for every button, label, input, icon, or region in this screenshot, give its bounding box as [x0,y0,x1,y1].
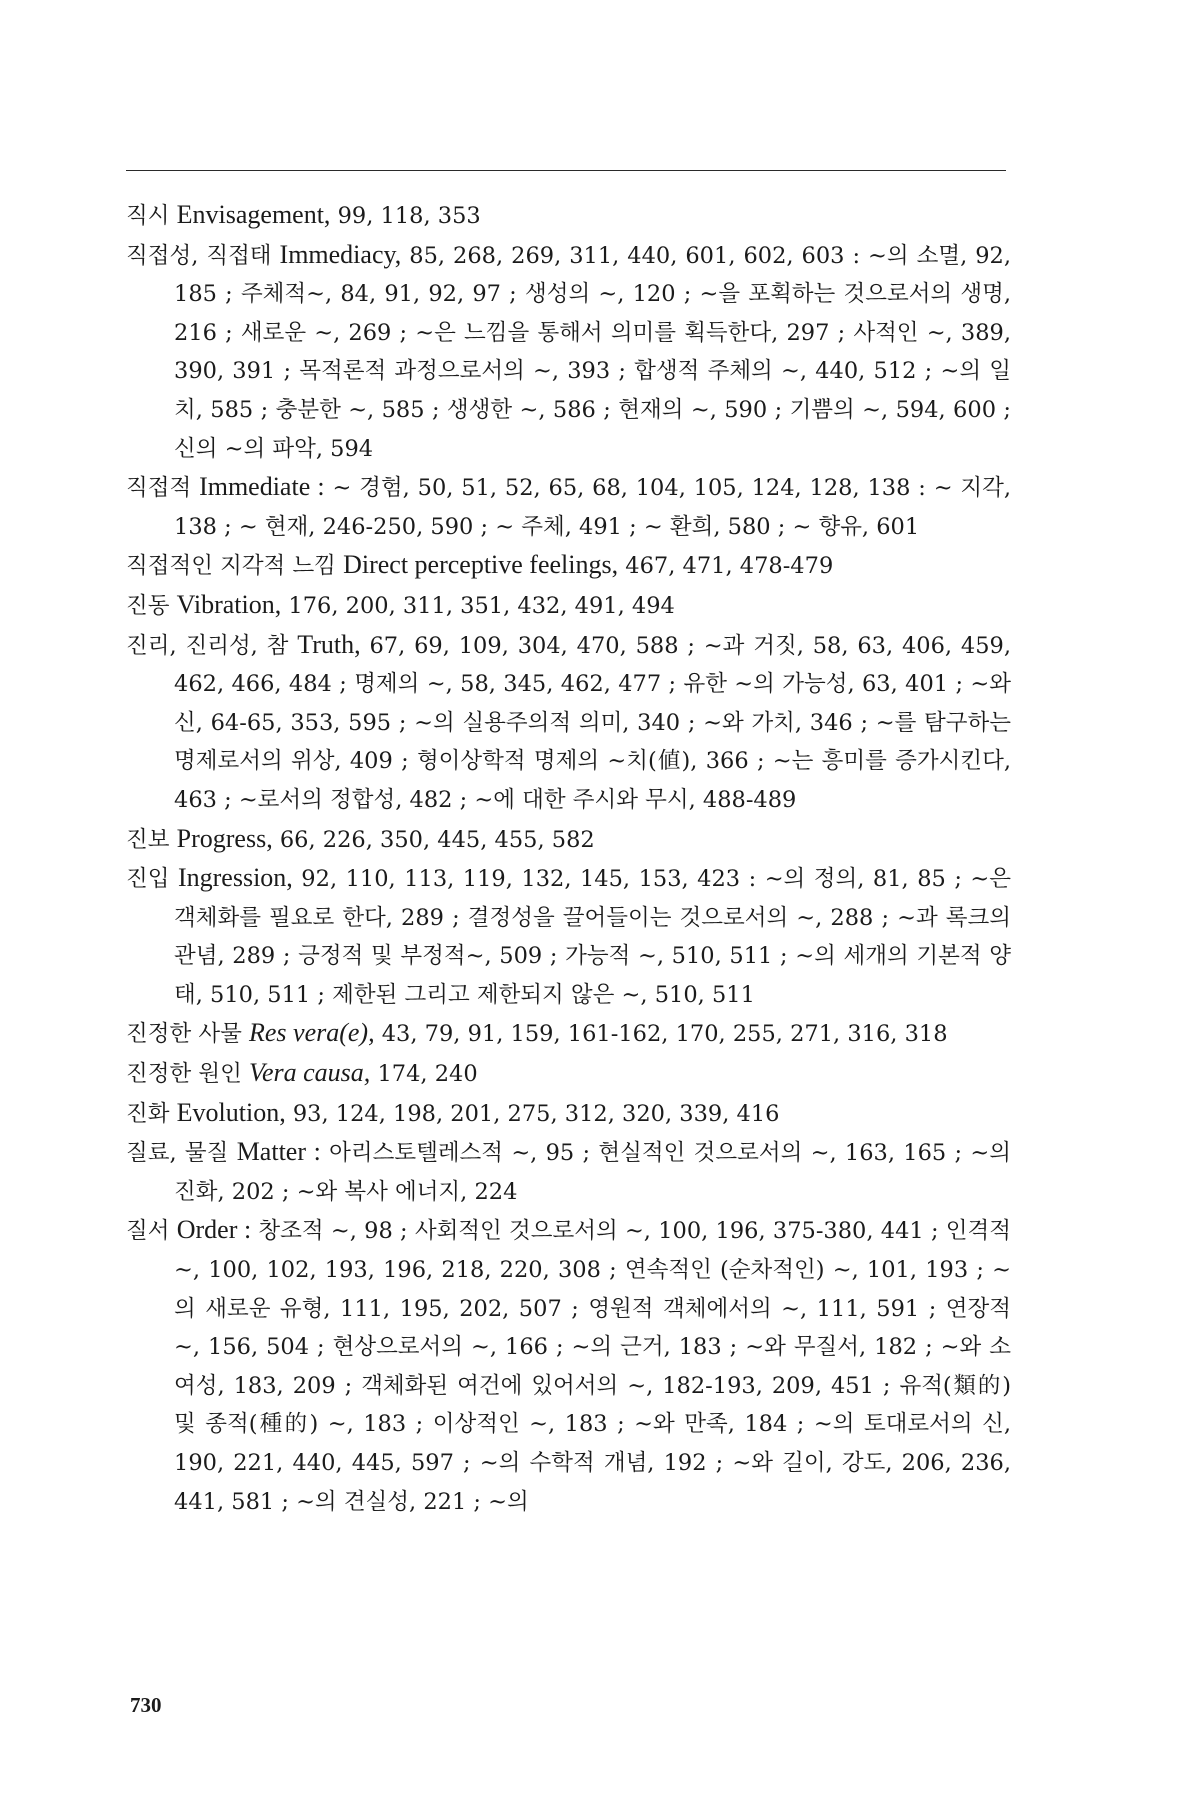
index-entry [126,859,1011,1014]
korean-term: 진보 [126,826,170,853]
entry-references: 창조적 ~, 98 ; 사회적인 것으로서의 ~, 100, 196, 375-380, 441 ; 인격적 ~, 100, 102, 193, 196, 218, 220, 308 ; 연속적인 (순차적인) ~, 101, 193 ; ~의 새로운 유형, 111, 195, 202, 507 ; 영원적 객체에서의 ~, 111, 591 ; 연장적 ~, 156, 504 ; 현상으로서의 ~, 166 ; ~의 근거, 183 ; ~와 무질서, 182 ; ~와 소여성, 183, 209 ; 객체화된 여건에 있어서의 ~, 182-193, 209, 451 ; 유적(類的) 및 종적(種的) ~, 183 ; 이상적인 ~, 183 ; ~와 만족, 184 ; ~의 토대로서의 신, 190, 221, 440, 445, 597 ; ~의 수학적 개념, 192 ; ~와 길이, 강도, 206, 236, 441, 581 ; ~의 견실성, 221 ; ~의 [174,1218,1011,1515]
english-term: Order : [176,1215,252,1245]
korean-term: 직시 [126,203,170,229]
entry-references: 92, 110, 113, 119, 132, 145, 153, 423 : ~의 정의, 81, 85 ; ~은 객체화를 필요로 한다, 289 ; 결정성을 끌어들이는 것으로서의 ~, 288 ; ~과 록크의 관념, 289 ; 긍정적 및 부정적~, 509 ; 가능적 ~, 510, 511 ; ~의 세개의 기본적 양태, 510, 511 ; 제한된 그리고 제한되지 않은 ~, 510, 511 [174,866,1011,1008]
entry-references: 아리스토텔레스적 ~, 95 ; 현실적인 것으로서의 ~, 163, 165 ; ~의 진화, 202 ; ~와 복사 에너지, 224 [174,1140,1011,1205]
english-term: Immediacy, [279,239,402,269]
korean-term: 진입 [126,866,170,893]
english-term: Progress, [176,823,273,853]
index-entry [126,1133,1011,1211]
english-term: Ingression, [177,863,293,893]
korean-term: 진동 [126,592,170,619]
entry-references: 85, 268, 269, 311, 440, 601, 602, 603 : ~의 소멸, 92, 185 ; 주체적~, 84, 91, 92, 97 ; 생성의 ~, 120 ; ~을 포획하는 것으로서의 생명, 216 ; 새로운 ~, 269 ; ~은 느낌을 통해서 의미를 획득한다, 297 ; 사적인 ~, 389, 390, 391 ; 목적론적 과정으로서의 ~, 393 ; 합생적 주체의 ~, 440, 512 ; ~의 일치, 585 ; 충분한 ~, 585 ; 생생한 ~, 586 ; 현재의 ~, 590 ; 기쁨의 ~, 594, 600 ; 신의 ~의 파악, 594 [174,242,1011,462]
korean-term: 질료, 물질 [126,1140,229,1167]
index-entry [126,1211,1011,1521]
index-list [126,196,1011,1521]
english-term: Envisagement, [176,200,331,229]
index-entry [126,1014,1011,1054]
english-term: Direct perceptive feelings, [343,550,619,580]
latin-term: Vera causa, [248,1058,371,1088]
korean-term: 진리, 진리성, 참 [126,632,289,659]
index-entry [126,196,1011,236]
entry-references: 93, 124, 198, 201, 275, 312, 320, 339, 416 [285,1100,780,1127]
index-entry [126,820,1011,860]
latin-term: Res vera(e), [248,1018,375,1048]
english-term: Immediate : [199,472,325,502]
entry-references: 174, 240 [370,1061,478,1088]
index-entry [126,1094,1011,1134]
korean-term: 진정한 원인 [126,1061,242,1088]
header-rule [126,170,1006,171]
index-entry [126,586,1011,626]
index-entry [126,468,1011,546]
korean-term: 직접성, 직접태 [126,242,272,269]
entry-references: 67, 69, 109, 304, 470, 588 ; ~과 거짓, 58, 63, 406, 459, 462, 466, 484 ; 명제의 ~, 58, 345, 462, 477 ; 유한 ~의 가능성, 63, 401 ; ~와 신, 64-65, 353, 595 ; ~의 실용주의적 의미, 340 ; ~와 가치, 346 ; ~를 탐구하는 명제로서의 위상, 409 ; 형이상학적 명제의 ~치(値), 366 ; ~는 흥미를 증가시킨다, 463 ; ~로서의 정합성, 482 ; ~에 대한 주시와 무시, 488-489 [174,632,1011,813]
page-number: 730 [130,1693,162,1717]
english-term: Evolution, [176,1097,286,1127]
entry-references: 43, 79, 91, 159, 161-162, 170, 255, 271, 316, 318 [374,1021,948,1048]
index-entry [126,546,1011,586]
index-entry [126,626,1011,820]
entry-references: ~ 경험, 50, 51, 52, 65, 68, 104, 105, 124, 128, 138 : ~ 지각, 138 ; ~ 현재, 246-250, 590 ; ~ 주체, 491 ; ~ 환희, 580 ; ~ 향유, 601 [174,475,1012,540]
index-entry [126,1054,1011,1094]
index-entry [126,236,1011,469]
korean-term: 질서 [126,1218,170,1245]
entry-references: 176, 200, 311, 351, 432, 491, 494 [281,592,675,619]
korean-term: 진정한 사물 [126,1021,242,1048]
korean-term: 직접적인 지각적 느낌 [126,553,336,580]
english-term: Matter : [236,1137,321,1167]
entry-references: 99, 118, 353 [330,203,481,229]
english-term: Truth, [297,629,361,659]
entry-references: 467, 471, 478-479 [618,553,834,580]
entry-references: 66, 226, 350, 445, 455, 582 [272,826,595,853]
english-term: Vibration, [176,589,282,619]
korean-term: 직접적 [126,475,192,502]
korean-term: 진화 [126,1100,170,1127]
